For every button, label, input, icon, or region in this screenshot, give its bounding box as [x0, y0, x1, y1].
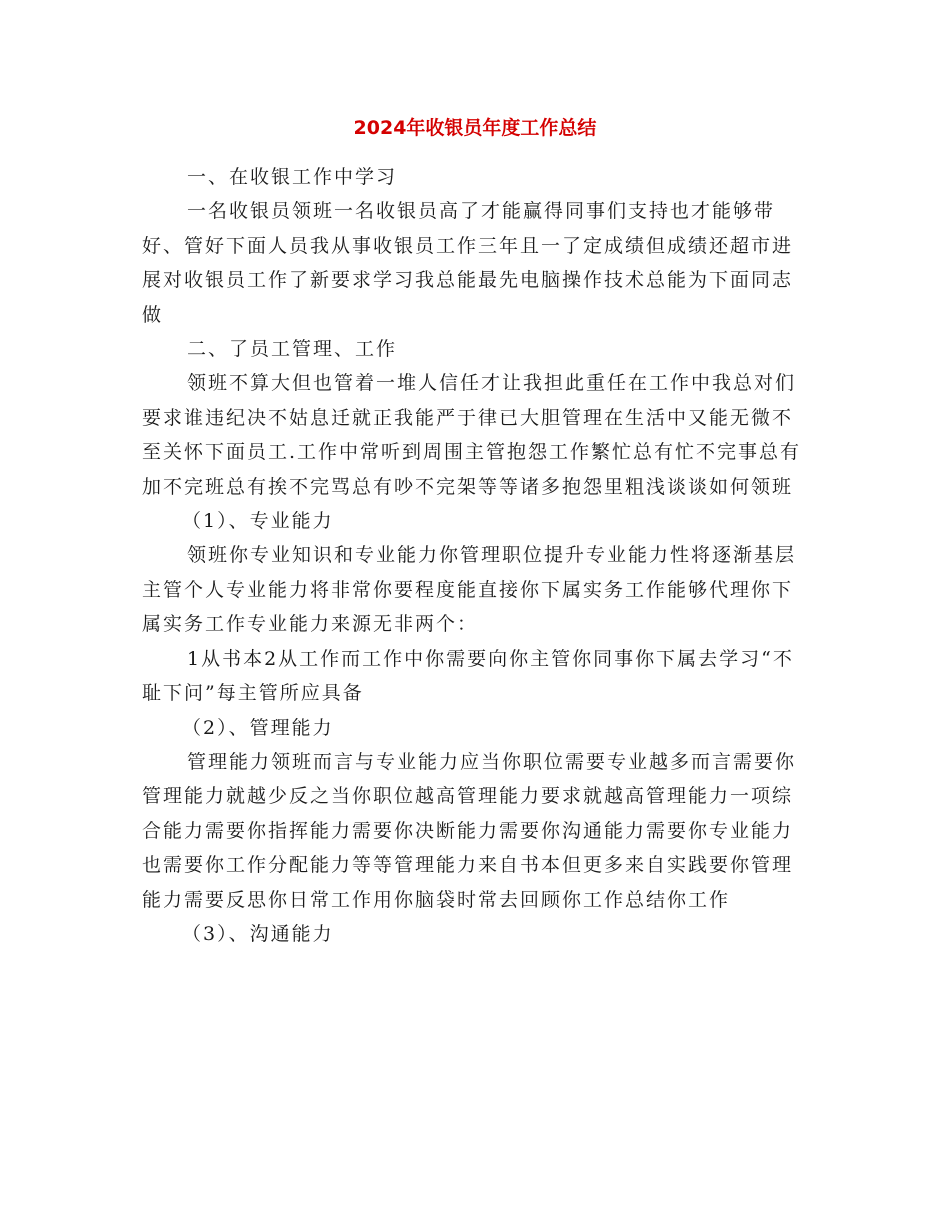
section-heading-2: 二、了员工管理、工作: [187, 338, 398, 361]
document-body: [142, 160, 804, 951]
paragraph-3: 领班你专业知识和专业能力你管理职位提升专业能力性将逐渐基层主管个人专业能力将非常你要程度能直接你下属实务工作能够代理你下属实务工作专业能力来源无非两个：: [142, 544, 797, 636]
subsection-heading-3: （3）、沟通能力: [182, 922, 334, 945]
paragraph-2: 领班不算大但也管着一堆人信任才让我担此重任在工作中我总对们要求谁违纪决不姑息迁就正我能严于律已大胆管理在生活中又能无微不至关怀下面员工.工作中常听到周围主管抱怨工作繁忙总有忙不完事总有加不完班总有挨不完骂总有吵不完架等等诸多抱怨里粗浅谈谈如何领班: [142, 372, 802, 498]
document-title: 2024年收银员年度工作总结: [353, 117, 597, 139]
section-heading-1: 一、在收银工作中学习: [187, 166, 398, 188]
subsection-heading-2: （2）、管理能力: [182, 716, 334, 739]
paragraph-5: 管理能力领班而言与专业能力应当你职位需要专业越多而言需要你管理能力就越少反之当你职位越高管理能力要求就越高管理能力一项综合能力需要你指挥能力需要你决断能力需要你沟通能力需要你专业能力也需要你工作分配能力等等管理能力来自书本但更多来自实践要你管理能力需要反思你日常工作用你脑袋时常去回顾你工作总结你工作: [142, 750, 797, 911]
subsection-heading-1: （1）、专业能力: [182, 510, 334, 533]
paragraph-4: 1从书本2从工作而工作中你需要向你主管你同事你下属去学习“不耻下问”每主管所应具备: [142, 647, 794, 705]
paragraph-1: 一名收银员领班一名收银员高了才能赢得同事们支持也才能够带好、管好下面人员我从事收银员工作三年且一了定成绩但成绩还超市进展对收银员工作了新要求学习我总能最先电脑操作技术总能为下面同志做: [142, 200, 794, 326]
